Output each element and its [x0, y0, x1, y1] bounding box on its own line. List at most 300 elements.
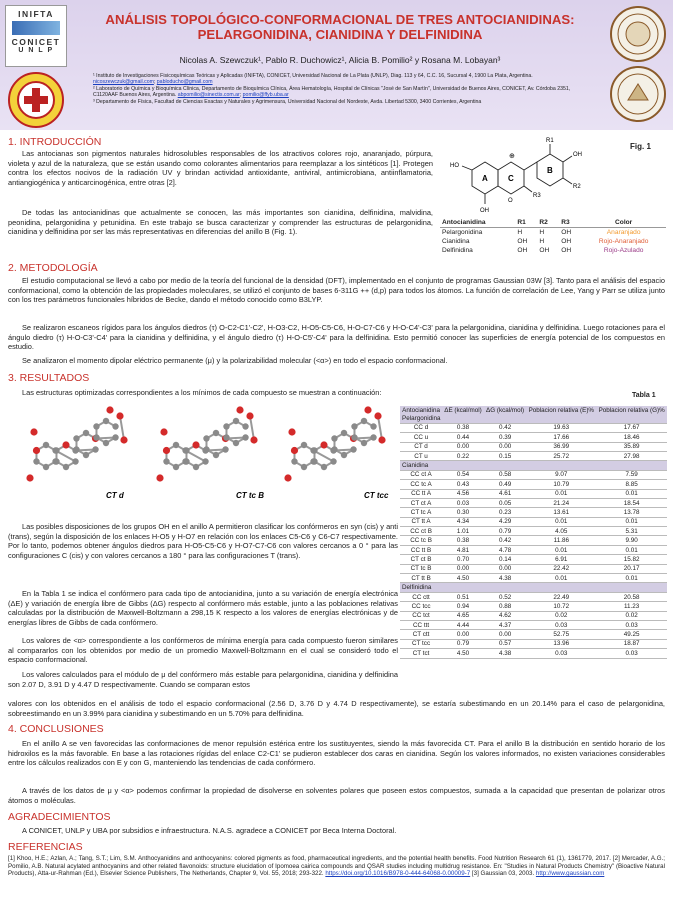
cell-r2: OH — [539, 247, 550, 254]
carbon-atom — [183, 458, 189, 464]
carbon-atom — [83, 430, 89, 436]
carbon-atom — [330, 458, 336, 464]
oxygen-atom — [374, 412, 381, 419]
table-cell: 0.42 — [484, 536, 526, 545]
metodo-paragraph-2: Se realizaron escaneos rígidos para los ángulos diedros (τ) O-C2-C1'-C2', H-O3-C2, H-O5-C5-C6, H-O-C7-C6 y H-O-C4'-C3' para la pelargonidina, cianidina y delfinidina. Luego rotaciones para el ángulo diedro (τ) H-O-C3'-C4' para la cianidina y delfinidina, y el ángulo diedro (τ) H-O-C5'-C4' para la delfinidina. Esto permitió conocer las superficies de energía potencial de los compuestos en estudio. — [8, 323, 665, 351]
table-1-header — [400, 406, 667, 414]
table-cell: 0.03 — [526, 649, 596, 658]
intro-paragraph-2: De todas las antocianidinas que actualmente se conocen, las más importantes son cianidina, delfinidina, malvidina, peonidina, pelargonidina y petunidina. En este trabajo se busca caracterizar y comprender las estructuras de pelargonidina, cianidina y delfinidina por ser las más representativas en diferencias del anillo B (Fig. 1). — [8, 208, 433, 236]
table-cell: 22.49 — [526, 592, 596, 601]
anthocyanidin-structure-diagram — [440, 132, 620, 216]
carbon-atom — [72, 458, 78, 464]
oxygen-atom — [192, 441, 199, 448]
references-body-a: [1] Khoo, H.E.; Azlan, A.; Tang, S.T.; Lim, S.M. Anthocyanidins and anthocyanins: colored pigments as food, pharmaceutical ingredients, and the potential health benefits. Food Nutrition Research 61 (1), 1361779, 2017. [2] Mercader, A.G.; Pomilio, A.B. Natural acylated anthocyanins and other related flavonoids: structure elucidation of Ipomoea cairica compounds and QSAR studies including multidrug resistance. En: "Studies in Natural Products Chemistry" (Bioactive Natural Products), Atta-ur-Rahman (Ed.), Elsevier Science Publishers, The Netherlands, Chapter 9, Vol. 55, 2018; 293-322. — [8, 855, 665, 878]
conclusiones-paragraph-1: En el anillo A se ven favorecidas las conformaciones de menor repulsión estérica entre los sustituyentes, siendo la más favorecida CT. Para el anillo B la distribución en sentido horario de los hidroxilos es la más favorable. En base a las rotaciones rígidas del enlace C2-C1' se pudieron establecer dos caras en cianidina. Según los valores informados, no existen variaciones considerables entre los cálculos realizados con E y con G, manteniendo las tendencias de cada confórmero. — [8, 739, 665, 767]
col-header: Poblacion relativa (G)% — [596, 406, 667, 414]
carbon-atom — [311, 447, 317, 453]
resultados-paragraph-3: Los valores de <α> correspondiente a los confórmeros de mínima energía para cada compuesto fueron similares al compararlos con los obtenidos por medio de un promedio Maxwell-Boltzmann en el cual se consideró todo el espacio conformacional. — [8, 636, 398, 664]
table-cell: 0.54 — [442, 470, 484, 479]
table-row — [400, 451, 667, 460]
table-cell: 0.01 — [596, 517, 667, 526]
table-cell: 0.30 — [442, 508, 484, 517]
fig1-label-OH-B: OH — [573, 152, 582, 158]
table-cell: 13.96 — [526, 639, 596, 648]
carbon-atom — [183, 447, 189, 453]
hospital-badge-logo — [8, 72, 64, 128]
table-cell: 20.58 — [596, 592, 667, 601]
carbon-atom — [93, 423, 99, 429]
email-link[interactable]: abpomilio@sinectis.com.ar — [177, 92, 240, 99]
table-cell: CT ct A — [400, 498, 442, 507]
section-heading-conclusiones: 4. CONCLUSIONES — [8, 723, 104, 735]
carbon-atom — [351, 423, 357, 429]
oxygen-atom — [284, 474, 291, 481]
cell-r2: H — [539, 238, 545, 245]
col-header: R3 — [559, 218, 581, 228]
table-cell: 20.17 — [596, 564, 667, 573]
table-row — [400, 470, 667, 479]
table-row — [400, 602, 667, 611]
table-cell: 0.38 — [442, 536, 484, 545]
oxygen-atom — [364, 406, 371, 413]
oxygen-atom — [163, 447, 170, 454]
table-cell: 13.78 — [596, 508, 667, 517]
table-row — [400, 480, 667, 489]
table-cell: 21.24 — [526, 498, 596, 507]
oxygen-atom — [378, 436, 385, 443]
table-cell: 4.56 — [442, 489, 484, 498]
cell-name: Cianidina — [442, 238, 470, 245]
table-cell: 4.78 — [484, 545, 526, 554]
table-cell: 36.99 — [526, 442, 596, 451]
table-cell: 0.58 — [484, 470, 526, 479]
carbon-atom — [233, 418, 239, 424]
carbon-atom — [213, 430, 219, 436]
table-cell: 49.25 — [596, 630, 667, 639]
carbon-atom — [53, 447, 59, 453]
oxygen-atom — [246, 412, 253, 419]
oxygen-atom — [250, 436, 257, 443]
table-cell: 0.43 — [442, 480, 484, 489]
table-cell: 0.01 — [526, 517, 596, 526]
table-cell: 0.51 — [442, 592, 484, 601]
email-link[interactable]: pomilio@ffyb.uba.ar — [242, 92, 289, 99]
table-cell: 4.05 — [526, 527, 596, 536]
cell-r3: OH — [561, 229, 572, 236]
intro-paragraph-1: Las antocianas son pigmentos naturales hidrosolubles responsables de los atractivos colores rojo, anaranjado, púrpura, violeta y azul de la naturaleza, que se están usando como colorantes alimentarios para reemplazar a los sintéticos [1]. Protegen contra los efectos nocivos de la radiación UV y brindan actividad antioxidante, antiviral, antimicrobiana, antiinflamatoria, antiangiogénica y anticarcinogénica, entre otras [2]. — [8, 149, 433, 187]
table-cell: CT ct B — [400, 555, 442, 564]
table-cell: CC ttt — [400, 620, 442, 629]
resultados-paragraph-2: En la Tabla 1 se indica el confórmero para cada tipo de antocianidina, junto a su variación de energía electrónica (ΔE) y variación de energía libre de Gibbs (ΔG) respecto al confórmero más estable, junto a las poblaciones relativas calculadas por la distribución de Maxwell-Boltzmann a 298,15 K respecto a los valores de energías electrónicas y de energías libres de Gibbs de cada confórmero. — [8, 589, 398, 627]
optimized-structures-image — [6, 398, 398, 510]
carbon-atom — [361, 440, 367, 446]
table-cell: 0.38 — [442, 423, 484, 432]
carbon-atom — [361, 418, 367, 424]
table-cell: CT d — [400, 442, 442, 451]
carbon-atom — [202, 458, 208, 464]
table-cell: 0.00 — [442, 564, 484, 573]
cell-r3: OH — [561, 238, 572, 245]
section-heading-resultados: 3. RESULTADOS — [8, 372, 90, 384]
table-group-row — [400, 583, 667, 592]
table-cell: 0.00 — [442, 442, 484, 451]
table-1-caption: Tabla 1 — [632, 392, 656, 399]
resultados-paragraph-4b: valores con los obtenidos en el análisis de todo el espacio conformacional (2.56 D, 3.76 D y 4.74 D respectivamente), se estaría subestimando en un 20.14% para el caso de pelargonidina, sobreestimando en un 3.99% para cianidina y subestimando en un 5.70% para delfinidina. — [8, 699, 665, 718]
table-cell: CC ctt — [400, 592, 442, 601]
carbon-atom — [93, 434, 99, 440]
carbon-atom — [213, 452, 219, 458]
section-heading-introduccion: 1. INTRODUCCIÓN — [8, 136, 102, 148]
table-cell: 0.03 — [596, 620, 667, 629]
inifta-text: INIFTA — [18, 9, 54, 19]
table-cell: 52.75 — [526, 630, 596, 639]
table-cell: 13.61 — [526, 508, 596, 517]
table-cell: 11.23 — [596, 602, 667, 611]
table-row — [400, 498, 667, 507]
table-cell: 0.44 — [442, 433, 484, 442]
cell-r1: OH — [517, 247, 528, 254]
poster-title — [90, 12, 590, 42]
figure-1-label: Fig. 1 — [630, 142, 651, 151]
table-cell: 0.02 — [596, 611, 667, 620]
cell-r2: H — [539, 229, 545, 236]
table-cell: 22.42 — [526, 564, 596, 573]
oxygen-atom — [160, 428, 167, 435]
table-cell: CC tct — [400, 611, 442, 620]
table-1 — [400, 406, 667, 659]
col-header: ΔG (kcal/mol) — [484, 406, 526, 414]
table-row — [400, 508, 667, 517]
table-cell: CC d — [400, 423, 442, 432]
table-row — [400, 517, 667, 526]
affiliation-3: ³ Departamento de Física, Facultad de Ciencias Exactas y Naturales y Agrimensura, Universidad Nacional del Nordeste, Avda. Libertad 5300, 3400 Corrientes, Argentina — [93, 98, 482, 105]
university-seal-logo — [610, 6, 666, 62]
table-cell: 0.22 — [442, 451, 484, 460]
fig1-label-HO: HO — [450, 163, 459, 169]
cell-r1: OH — [517, 238, 528, 245]
table-cell: 0.00 — [484, 564, 526, 573]
table-cell: 27.98 — [596, 451, 667, 460]
faculty-seal-logo — [610, 66, 666, 122]
email-link[interactable]: nicoszewczuk@gmail.com — [93, 79, 154, 86]
table-cell: 0.01 — [596, 489, 667, 498]
carbon-atom — [223, 434, 229, 440]
cell-r1: H — [517, 229, 523, 236]
table-row — [400, 536, 667, 545]
table-cell: CT tcc — [400, 639, 442, 648]
table-cell: 0.57 — [484, 639, 526, 648]
table-cell: 8.85 — [596, 480, 667, 489]
table-cell: 4.62 — [484, 611, 526, 620]
table-cell: CT tt B — [400, 574, 442, 583]
resultados-paragraph-4a: Los valores calculados para el módulo de μ del confórmero más estable para pelargonidina, cianidina y delfinidina son 2.07 D, 3.91 D y 4.47 D respectivamente. Cuando se comparan estos — [8, 670, 398, 689]
carbon-atom — [43, 442, 49, 448]
table-row — [400, 564, 667, 573]
carbon-atom — [73, 435, 79, 441]
doi-link[interactable]: https://doi.org/10.1016/B978-0-444-64068-0.00009-7 — [325, 870, 471, 878]
table-cell: 0.23 — [484, 508, 526, 517]
table-cell: 0.14 — [484, 555, 526, 564]
table-cell: 0.39 — [484, 433, 526, 442]
carbon-atom — [311, 458, 317, 464]
table-cell: CT ctt — [400, 630, 442, 639]
oxygen-atom — [320, 441, 327, 448]
affiliation-1: ¹ Instituto de Investigaciones Fisicoquímicas Teóricas y Aplicadas (INIFTA), CONICET, Universidad Nacional de La Plata (UNLP), Diag. 113 y 64, C.C. 16, Sucursal 4, 1900 La Plata, Argentina. nicoszewczuk@gmail.com; pabloducho@gmail.com — [93, 73, 533, 86]
table-row — [400, 574, 667, 583]
col-header: ΔE (kcal/mol) — [442, 406, 484, 414]
table-cell: CT tc B — [400, 564, 442, 573]
carbon-atom — [73, 446, 79, 452]
table-cell: 0.00 — [484, 630, 526, 639]
table-cell: 0.03 — [442, 498, 484, 507]
table-cell: 9.90 — [596, 536, 667, 545]
table-cell: 4.44 — [442, 620, 484, 629]
molecule-label-ct-tcc: CT tcc — [364, 491, 389, 500]
carbon-atom — [233, 440, 239, 446]
resultados-paragraph-1: Las posibles disposiciones de los grupos OH en el anillo A permitieron clasificar los confórmeros en syn (cis) y anti (trans), según la disposición de los enlaces H-O5 y H-O7 en relación con los enlaces C5-C6 y C6-C7 respectivamente. Por lo tanto, podemos obtener ángulos diedros para H-O5-C5-C6 y H-O7-C7-C6 con valores cercanos a 0 ° para las configuraciones C (cis) y con valores cercanos a 180 ° para las configuraciones T (trans). — [8, 522, 398, 560]
oxygen-atom — [62, 441, 69, 448]
carbon-atom — [331, 446, 337, 452]
table-cell: 5.31 — [596, 527, 667, 536]
table-row — [400, 555, 667, 564]
table-cell: CC ct A — [400, 470, 442, 479]
table-cell: 0.02 — [526, 611, 596, 620]
carbon-atom — [341, 430, 347, 436]
oxygen-atom — [236, 406, 243, 413]
oxygen-atom — [156, 474, 163, 481]
table-row — [400, 489, 667, 498]
carbon-atom — [351, 434, 357, 440]
table-cell: 0.49 — [484, 480, 526, 489]
col-header: Color — [581, 218, 666, 228]
bond — [120, 416, 124, 440]
oxygen-atom — [26, 474, 33, 481]
col-header: Poblacion relativa (E)% — [526, 406, 596, 414]
table-cell: 11.86 — [526, 536, 596, 545]
table-cell: 1.01 — [442, 527, 484, 536]
fig1-label-OH-A: OH — [480, 208, 489, 214]
affiliations — [93, 73, 588, 105]
table-cell: 9.07 — [526, 470, 596, 479]
table-cell: 0.79 — [442, 639, 484, 648]
table-cell: 18.54 — [596, 498, 667, 507]
table-cell: 0.03 — [596, 649, 667, 658]
table-cell: 0.00 — [442, 630, 484, 639]
table-cell: CT tc A — [400, 508, 442, 517]
carbon-atom — [370, 423, 376, 429]
carbon-atom — [301, 464, 307, 470]
fig1-table-row — [440, 246, 666, 255]
table-cell: 0.88 — [484, 602, 526, 611]
table-cell: 0.79 — [484, 527, 526, 536]
carbon-atom — [173, 464, 179, 470]
carbon-atom — [223, 423, 229, 429]
table-cell: 18.46 — [596, 433, 667, 442]
carbon-atom — [173, 442, 179, 448]
table-row — [400, 620, 667, 629]
table-cell: CC tcc — [400, 602, 442, 611]
carbon-atom — [163, 458, 169, 464]
table-cell: CC tc B — [400, 536, 442, 545]
molecule-label-ct-tc-b: CT tc B — [236, 491, 264, 500]
carbon-atom — [112, 434, 118, 440]
fig1-table-header — [440, 218, 666, 228]
carbon-atom — [92, 446, 98, 452]
oxygen-atom — [288, 428, 295, 435]
bond — [250, 416, 254, 440]
carbon-atom — [103, 440, 109, 446]
fig1-table-row — [440, 237, 666, 246]
table-cell: 25.72 — [526, 451, 596, 460]
carbon-atom — [291, 458, 297, 464]
carbon-atom — [222, 446, 228, 452]
oxygen-atom — [106, 406, 113, 413]
table-cell: CT tt A — [400, 517, 442, 526]
table-cell: 7.59 — [596, 470, 667, 479]
table-cell: 4.38 — [484, 574, 526, 583]
group-label: Cianidina — [400, 461, 667, 470]
carbon-atom — [370, 434, 376, 440]
col-header: Antocianidina — [400, 406, 442, 414]
table-row — [400, 639, 667, 648]
fig1-label-A: A — [482, 174, 488, 183]
fig1-label-C: C — [508, 174, 514, 183]
table-cell: 4.34 — [442, 517, 484, 526]
metodo-paragraph-1: El estudio computacional se llevó a cabo por medio de la teoría del funcional de la densidad (DFT), implementado en el conjunto de programas Gaussian 03W [3]. Tanto para el análisis del espacio conformacional, como la obtención de las propiedades moleculares, se utilizó el conjunto de bases 6-311G ++ (d,p) para todos los átomos. La función de correlación de Lee, Yang y Parr se utiliza junto con los tres parámetros funcionales híbridos de Becke, dando el método conocido como B3LYP. — [8, 276, 665, 304]
table-cell: 0.01 — [526, 545, 596, 554]
carbon-atom — [341, 452, 347, 458]
fig1-label-R3: R3 — [533, 193, 541, 199]
metodo-paragraph-3: Se analizaron el momento dipolar eléctrico permanente (μ) y la polarizabilidad molecular (<α>) en todo el espacio conformacional. — [22, 356, 448, 365]
table-cell: 4.50 — [442, 574, 484, 583]
bond — [378, 416, 382, 440]
conicet-text: CONICET — [11, 37, 61, 47]
table-cell: 4.61 — [484, 489, 526, 498]
resultados-intro: Las estructuras optimizadas correspondientes a los mínimos de cada compuesto se muestran a continuación: — [22, 388, 382, 397]
table-cell: 0.70 — [442, 555, 484, 564]
table-cell: 0.03 — [526, 620, 596, 629]
table-cell: 18.87 — [596, 639, 667, 648]
oxygen-atom — [116, 412, 123, 419]
fig1-label-R2: R2 — [573, 184, 581, 190]
email-link[interactable]: pabloducho@gmail.com — [156, 79, 213, 86]
references-text — [8, 855, 665, 878]
table-cell: CT tct — [400, 649, 442, 658]
fig1-label-R1: R1 — [546, 138, 554, 144]
table-cell: 0.01 — [526, 489, 596, 498]
table-cell: 4.81 — [442, 545, 484, 554]
carbon-atom — [242, 423, 248, 429]
author-list: Nicolas A. Szewczuk¹, Pablo R. Duchowicz¹, Alicia B. Pomilio² y Rosana M. Lobayan³ — [179, 55, 501, 65]
cell-name: Pelargonidina — [442, 229, 483, 236]
table-cell: 0.05 — [484, 498, 526, 507]
table-row — [400, 611, 667, 620]
table-cell: CC tc A — [400, 480, 442, 489]
section-heading-referencias: REFERENCIAS — [8, 841, 83, 853]
gaussian-link[interactable]: http://www.gaussian.com — [535, 870, 605, 878]
carbon-atom — [242, 434, 248, 440]
carbon-atom — [301, 442, 307, 448]
cell-color: Rojo-Anaranjado — [598, 238, 649, 245]
table-row — [400, 545, 667, 554]
conclusiones-paragraph-2: A través de los datos de μ y <α> podemos confirmar la propiedad de disolverse en solventes polares que poseen estos compuestos, sumada a la capacidad que presentan de polarizar otros átomos o moléculas. — [8, 786, 665, 805]
title-line-1: ANÁLISIS TOPOLÓGICO-CONFORMACIONAL DE TRES ANTOCIANIDINAS: — [105, 12, 575, 27]
table-cell: 0.94 — [442, 602, 484, 611]
table-cell: 6.91 — [526, 555, 596, 564]
molecule-label-ct-d: CT d — [106, 491, 124, 500]
table-row — [400, 649, 667, 658]
table-group-row — [400, 461, 667, 470]
table-cell: CC tt B — [400, 545, 442, 554]
table-cell: 0.42 — [484, 423, 526, 432]
cell-color: Rojo-Azulado — [603, 247, 644, 254]
oxygen-atom — [291, 447, 298, 454]
references-body-b: [3] Gaussian 03, 2003. — [471, 870, 535, 878]
table-cell: 0.01 — [526, 574, 596, 583]
carbon-atom — [203, 446, 209, 452]
fig1-table-row — [440, 228, 666, 238]
section-heading-agradecimientos: AGRADECIMIENTOS — [8, 811, 111, 823]
table-cell: 4.50 — [442, 649, 484, 658]
group-label: Pelargonidina — [400, 414, 667, 423]
table-cell: CC tt A — [400, 489, 442, 498]
cell-r3: OH — [561, 247, 572, 254]
table-cell: 17.66 — [526, 433, 596, 442]
carbon-atom — [103, 418, 109, 424]
carbon-atom — [43, 464, 49, 470]
table-row — [400, 527, 667, 536]
oxygen-atom — [120, 436, 127, 443]
carbon-atom — [63, 464, 69, 470]
table-cell: 4.29 — [484, 517, 526, 526]
carbon-atom — [33, 458, 39, 464]
cell-color: Anaranjado — [606, 229, 641, 236]
unlp-text: U N L P — [18, 47, 54, 54]
table-cell: 0.01 — [596, 545, 667, 554]
table-cell: 4.37 — [484, 620, 526, 629]
table-cell: 0.01 — [596, 574, 667, 583]
carbon-atom — [53, 458, 59, 464]
col-header: R1 — [515, 218, 537, 228]
table-cell: 10.79 — [526, 480, 596, 489]
fig1-label-charge: ⊕ — [509, 153, 515, 160]
agradecimientos-text: A CONICET, UNLP y UBA por subsidios e infraestructura. N.A.S. agradece a CONICET por Beca Interna Doctoral. — [22, 826, 397, 835]
fig1-substituent-table — [440, 218, 666, 255]
section-heading-metodologia: 2. METODOLOGÍA — [8, 262, 98, 274]
title-line-2: PELARGONIDINA, CIANIDINA Y DELFINIDINA — [197, 27, 483, 42]
table-cell: 0.15 — [484, 451, 526, 460]
carbon-atom — [112, 423, 118, 429]
table-cell: 35.89 — [596, 442, 667, 451]
fig1-label-B: B — [547, 166, 553, 175]
carbon-atom — [193, 464, 199, 470]
carbon-atom — [350, 446, 356, 452]
table-cell: 0.52 — [484, 592, 526, 601]
table-cell: CC ct B — [400, 527, 442, 536]
oxygen-atom — [30, 428, 37, 435]
col-header: R2 — [537, 218, 559, 228]
carbon-atom — [83, 452, 89, 458]
table-row — [400, 423, 667, 432]
table-cell: 15.82 — [596, 555, 667, 564]
carbon-atom — [203, 435, 209, 441]
oxygen-atom — [33, 447, 40, 454]
table-cell: 0.00 — [484, 442, 526, 451]
table-row — [400, 433, 667, 442]
inifta-conicet-logo — [5, 5, 67, 67]
col-header: Antocianidina — [440, 218, 515, 228]
table-cell: CC u — [400, 433, 442, 442]
